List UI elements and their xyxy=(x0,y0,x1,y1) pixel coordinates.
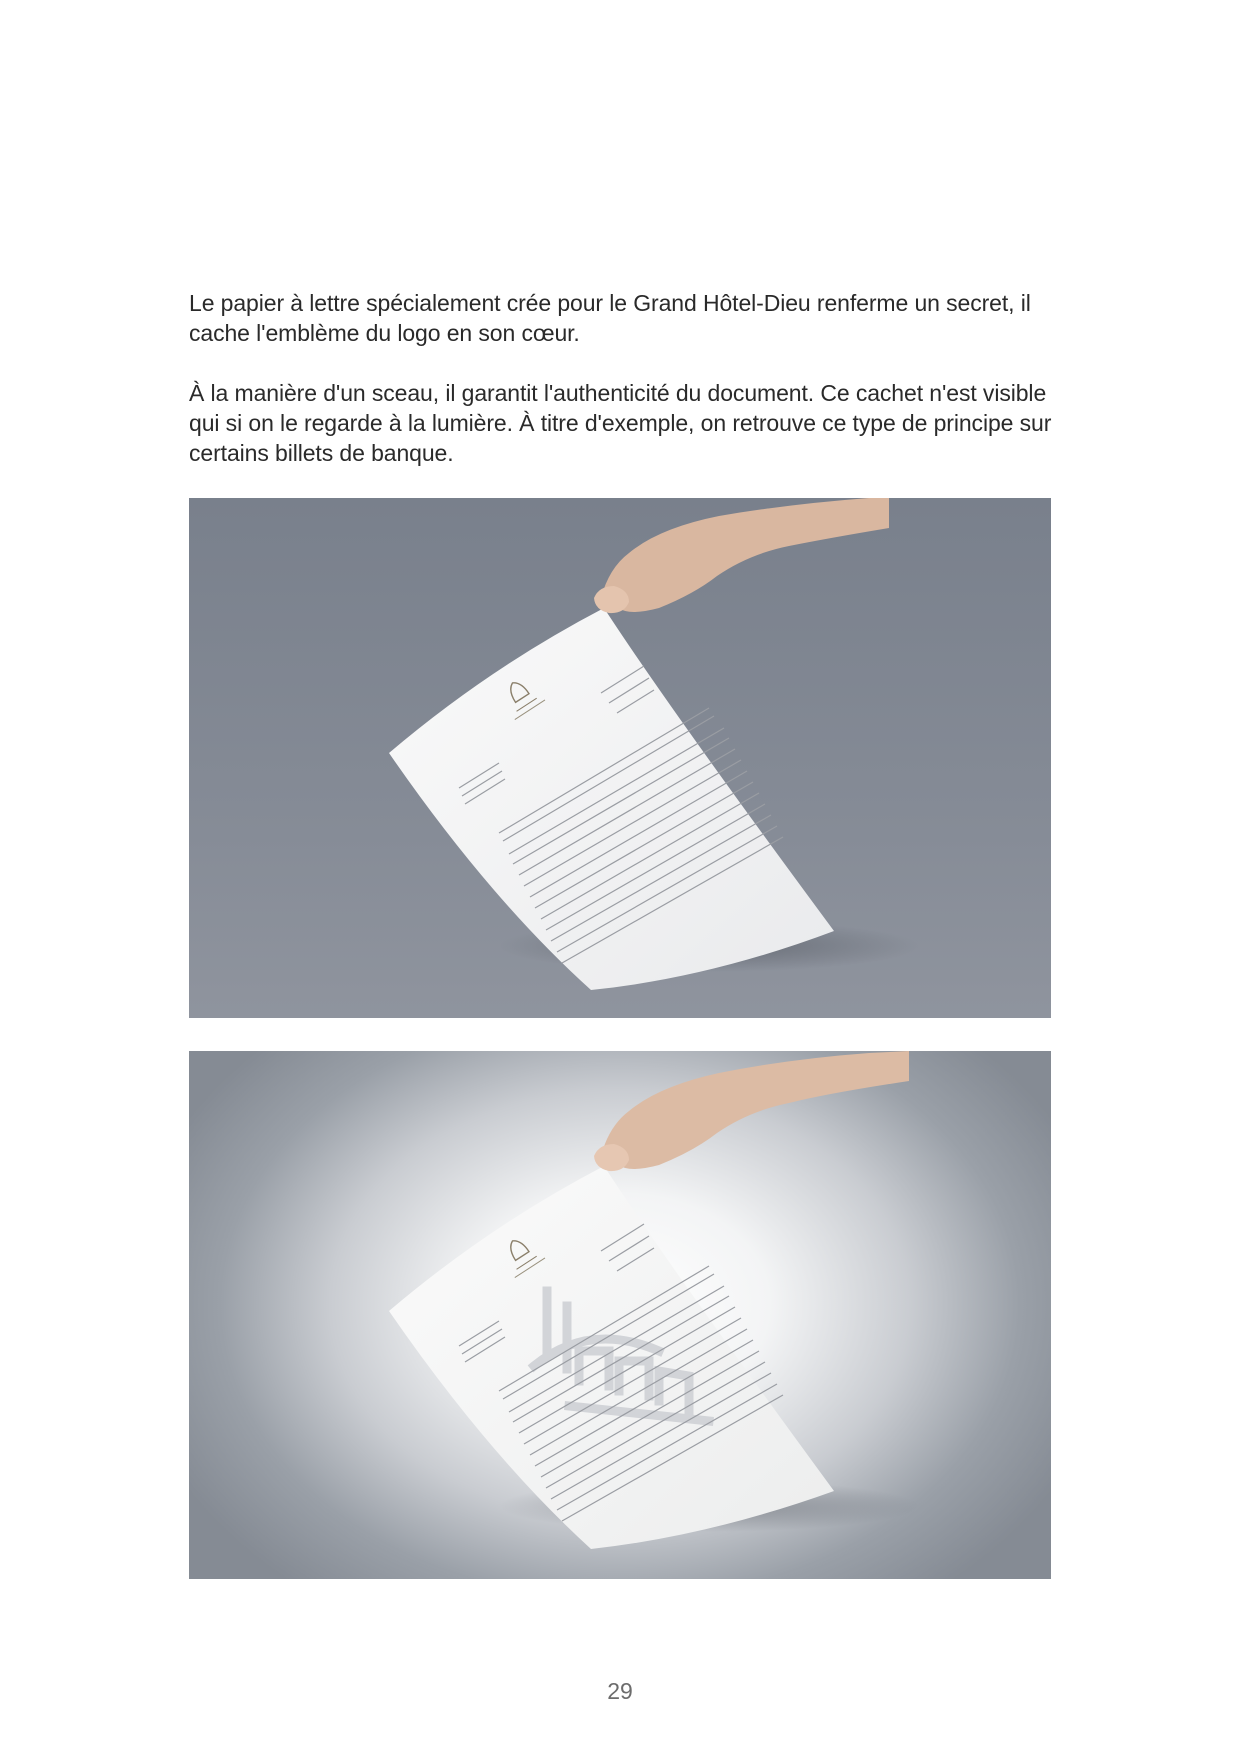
hand xyxy=(601,1051,909,1169)
page-number: 29 xyxy=(607,1678,633,1704)
paragraph-2: À la manière d'un sceau, il garantit l'authenticité du document. Ce cachet n'est visible qui si on le regarde à la lumière. À titre d'exemple, on retrouve ce type de principe sur certains billets de banque. xyxy=(189,380,1052,466)
letterhead-backlit-photo xyxy=(189,1051,1051,1579)
hand xyxy=(601,498,889,612)
body-text xyxy=(189,288,1069,468)
letterhead-photo xyxy=(189,498,1051,1018)
letterhead-mockup-illustration xyxy=(189,498,1051,1018)
paragraph-1: Le papier à lettre spécialement crée pour le Grand Hôtel-Dieu renferme un secret, il cache l'emblème du logo en son cœur. xyxy=(189,290,1031,346)
letter-paper xyxy=(389,608,834,990)
letterhead-backlit-illustration xyxy=(189,1051,1051,1579)
